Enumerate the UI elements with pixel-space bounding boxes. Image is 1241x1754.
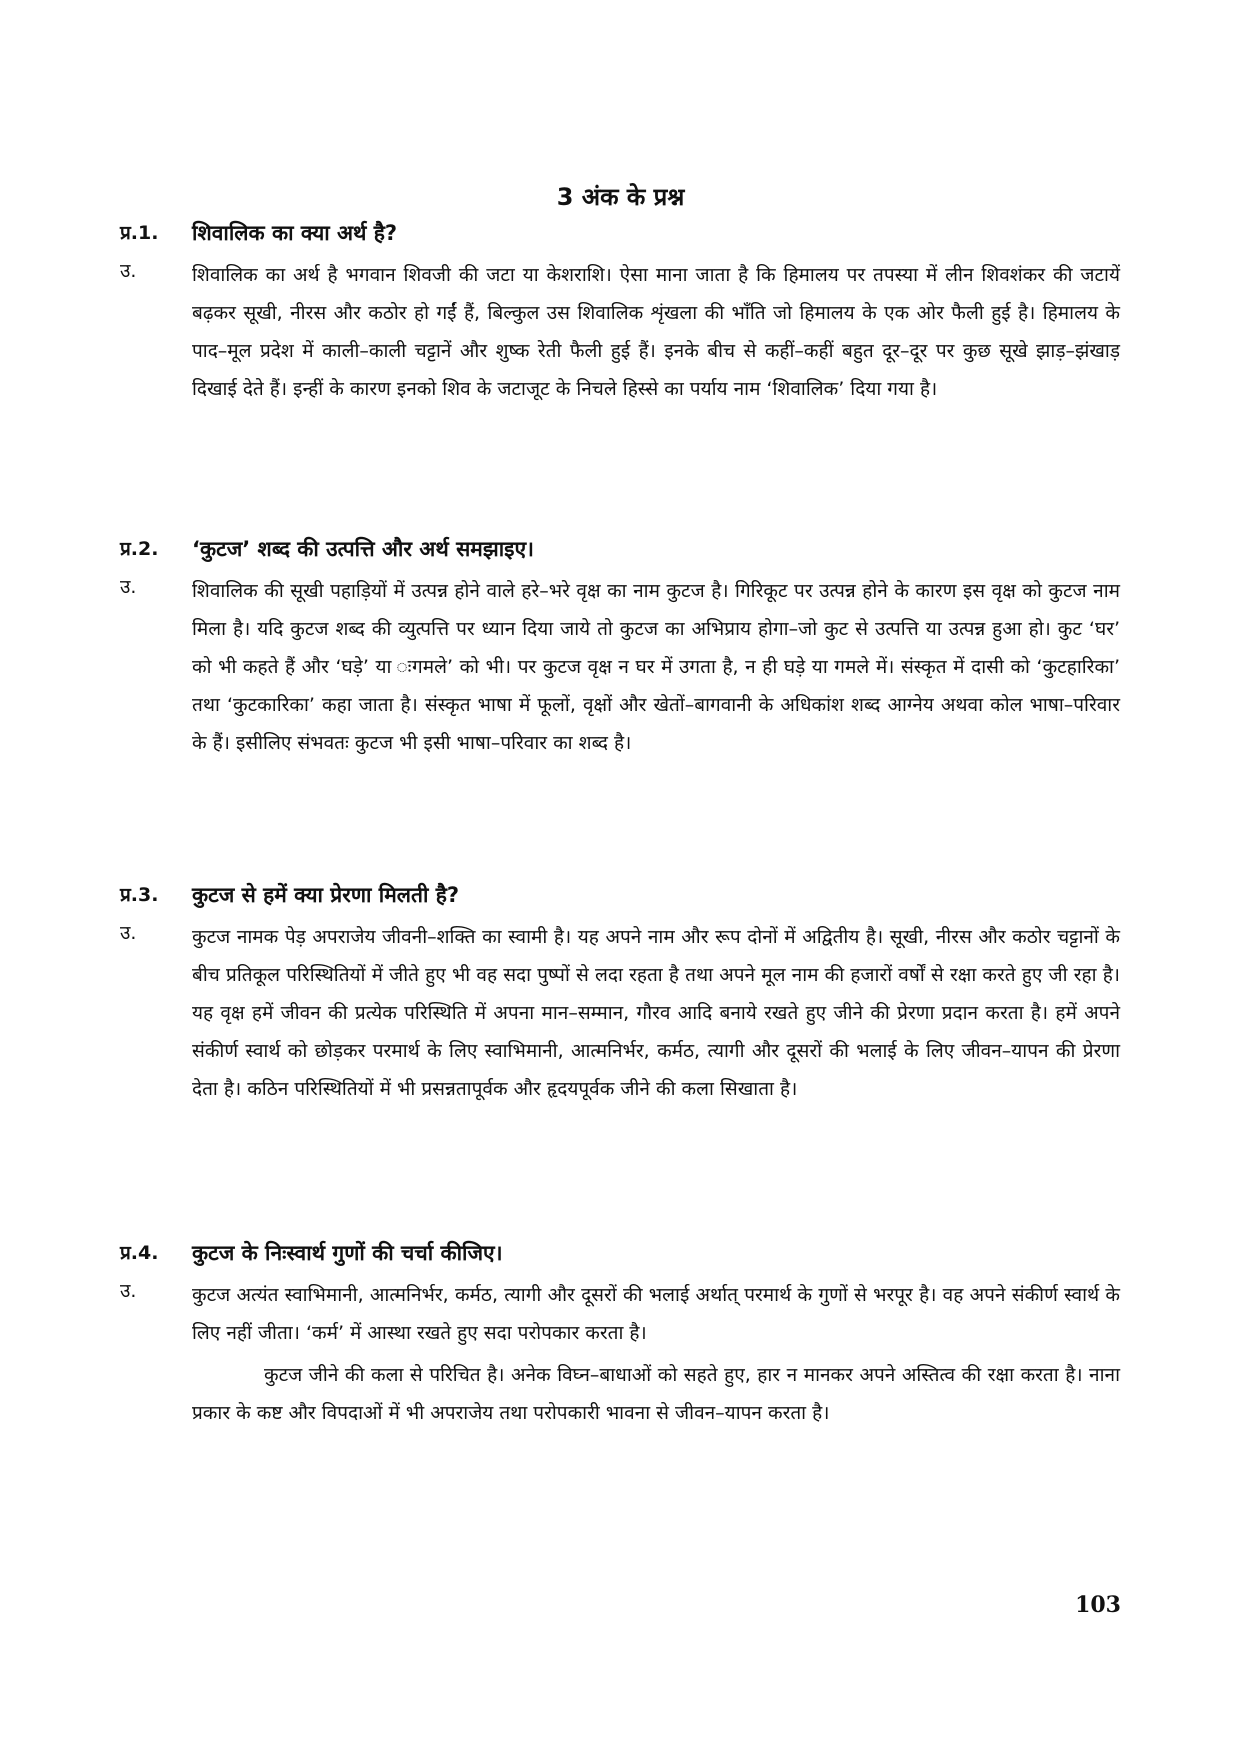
answer-paragraph: शिवालिक की सूखी पहाड़ियों में उत्पन्न होने वाले हरे–भरे वृक्ष का नाम कुटज है। गिरिकूट पर उत्पन्न होने के कारण इस वृक्ष को कुटज नाम मिला है। यदि कुटज शब्द की व्युत्पत्ति पर ध्यान दिया जाये तो कुटज का अभिप्राय होगा–जो कुट से उत्पत्ति या उत्पन्न हुआ हो। कुट ‘घर’ को भी कहते हैं और ‘घड़े’ या ःगमले’ को भी। पर कुटज वृक्ष न घर में उगता है, न ही घड़े या गमले में। संस्कृत में दासी को ‘कुटहारिका’ तथा ‘कुटकारिका’ कहा जाता है। संस्कृत भाषा में फूलों, वृक्षों और खेतों–बागवानी के अधिकांश शब्द आग्नेय अथवा कोल भाषा–परिवार के हैं। इसीलिए संभवतः कुटज भी इसी भाषा–परिवार का शब्द है। <box>192 580 1120 754</box>
answer-label: उ. <box>120 576 137 598</box>
question-number: प्र.3. <box>120 884 159 906</box>
question-row <box>120 880 1120 910</box>
answer-row <box>120 910 1120 1108</box>
question-row <box>120 534 1120 564</box>
page-number: 103 <box>1075 1592 1121 1618</box>
qa-block-4 <box>120 1238 1120 1432</box>
answer-row <box>120 564 1120 762</box>
question-row <box>120 1238 1120 1268</box>
question-number: प्र.1. <box>120 222 159 244</box>
question-text: शिवालिक का क्या अर्थ है? <box>192 221 398 245</box>
answer-paragraph: शिवालिक का अर्थ है भगवान शिवजी की जटा या केशराशि। ऐसा माना जाता है कि हिमालय पर तपस्या में लीन शिवशंकर की जटायें बढ़कर सूखी, नीरस और कठोर हो गईं हैं, बिल्कुल उस शिवालिक शृंखला की भाँति जो हिमालय के एक ओर फैली हुई है। हिमालय के पाद–मूल प्रदेश में काली–काली चट्टानें और शुष्क रेती फैली हुई हैं। इनके बीच से कहीं–कहीं बहुत दूर–दूर पर कुछ सूखे झाड़–झंखाड़ दिखाई देते हैं। इन्हीं के कारण इनको शिव के जटाजूट के निचले हिस्से का पर्याय नाम ‘शिवालिक’ दिया गया है। <box>192 264 1120 400</box>
answer-row <box>120 1268 1120 1432</box>
answer-label: उ. <box>120 922 137 944</box>
answer-paragraph: कुटज अत्यंत स्वाभिमानी, आत्मनिर्भर, कर्मठ, त्यागी और दूसरों की भलाई अर्थात् परमार्थ के गुणों से भरपूर है। वह अपने संकीर्ण स्वार्थ के लिए नहीं जीता। ‘कर्म’ में आस्था रखते हुए सदा परोपकार करता है। <box>192 1284 1120 1344</box>
answer-text <box>192 572 1120 762</box>
answer-text <box>192 918 1120 1108</box>
question-number: प्र.4. <box>120 1242 159 1264</box>
question-text: कुटज से हमें क्या प्रेरणा मिलती है? <box>192 883 460 907</box>
answer-label: उ. <box>120 260 137 282</box>
qa-block-2 <box>120 534 1120 762</box>
question-number: प्र.2. <box>120 538 159 560</box>
question-text: कुटज के निःस्वार्थ गुणों की चर्चा कीजिए। <box>192 1241 503 1265</box>
qa-block-1 <box>120 218 1120 408</box>
section-title: 3 अंक के प्रश्न <box>556 183 685 211</box>
answer-paragraph: कुटज नामक पेड़ अपराजेय जीवनी–शक्ति का स्वामी है। यह अपने नाम और रूप दोनों में अद्वितीय है। सूखी, नीरस और कठोर चट्टानों के बीच प्रतिकूल परिस्थितियों में जीते हुए भी वह सदा पुष्पों से लदा रहता है तथा अपने मूल नाम की हजारों वर्षों से रक्षा करते हुए जी रहा है। यह वृक्ष हमें जीवन की प्रत्येक परिस्थिति में अपना मान–सम्मान, गौरव आदि बनाये रखते हुए जीने की प्रेरणा प्रदान करता है। हमें अपने संकीर्ण स्वार्थ को छोड़कर परमार्थ के लिए स्वाभिमानी, आत्मनिर्भर, कर्मठ, त्यागी और दूसरों की भलाई के लिए जीवन–यापन की प्रेरणा देता है। कठिन परिस्थितियों में भी प्रसन्नतापूर्वक और हृदयपूर्वक जीने की कला सिखाता है। <box>192 926 1120 1100</box>
question-row <box>120 218 1120 248</box>
answer-row <box>120 248 1120 408</box>
answer-text <box>192 1276 1120 1432</box>
question-text: ‘कुटज’ शब्द की उत्पत्ति और अर्थ समझाइए। <box>192 537 535 561</box>
answer-label: उ. <box>120 1280 137 1302</box>
answer-text <box>192 256 1120 408</box>
answer-paragraph: कुटज जीने की कला से परिचित है। अनेक विघ्न–बाधाओं को सहते हुए, हार न मानकर अपने अस्तित्व की रक्षा करता है। नाना प्रकार के कष्ट और विपदाओं में भी अपराजेय तथा परोपकारी भावना से जीवन–यापन करता है। <box>192 1364 1120 1424</box>
qa-block-3 <box>120 880 1120 1108</box>
